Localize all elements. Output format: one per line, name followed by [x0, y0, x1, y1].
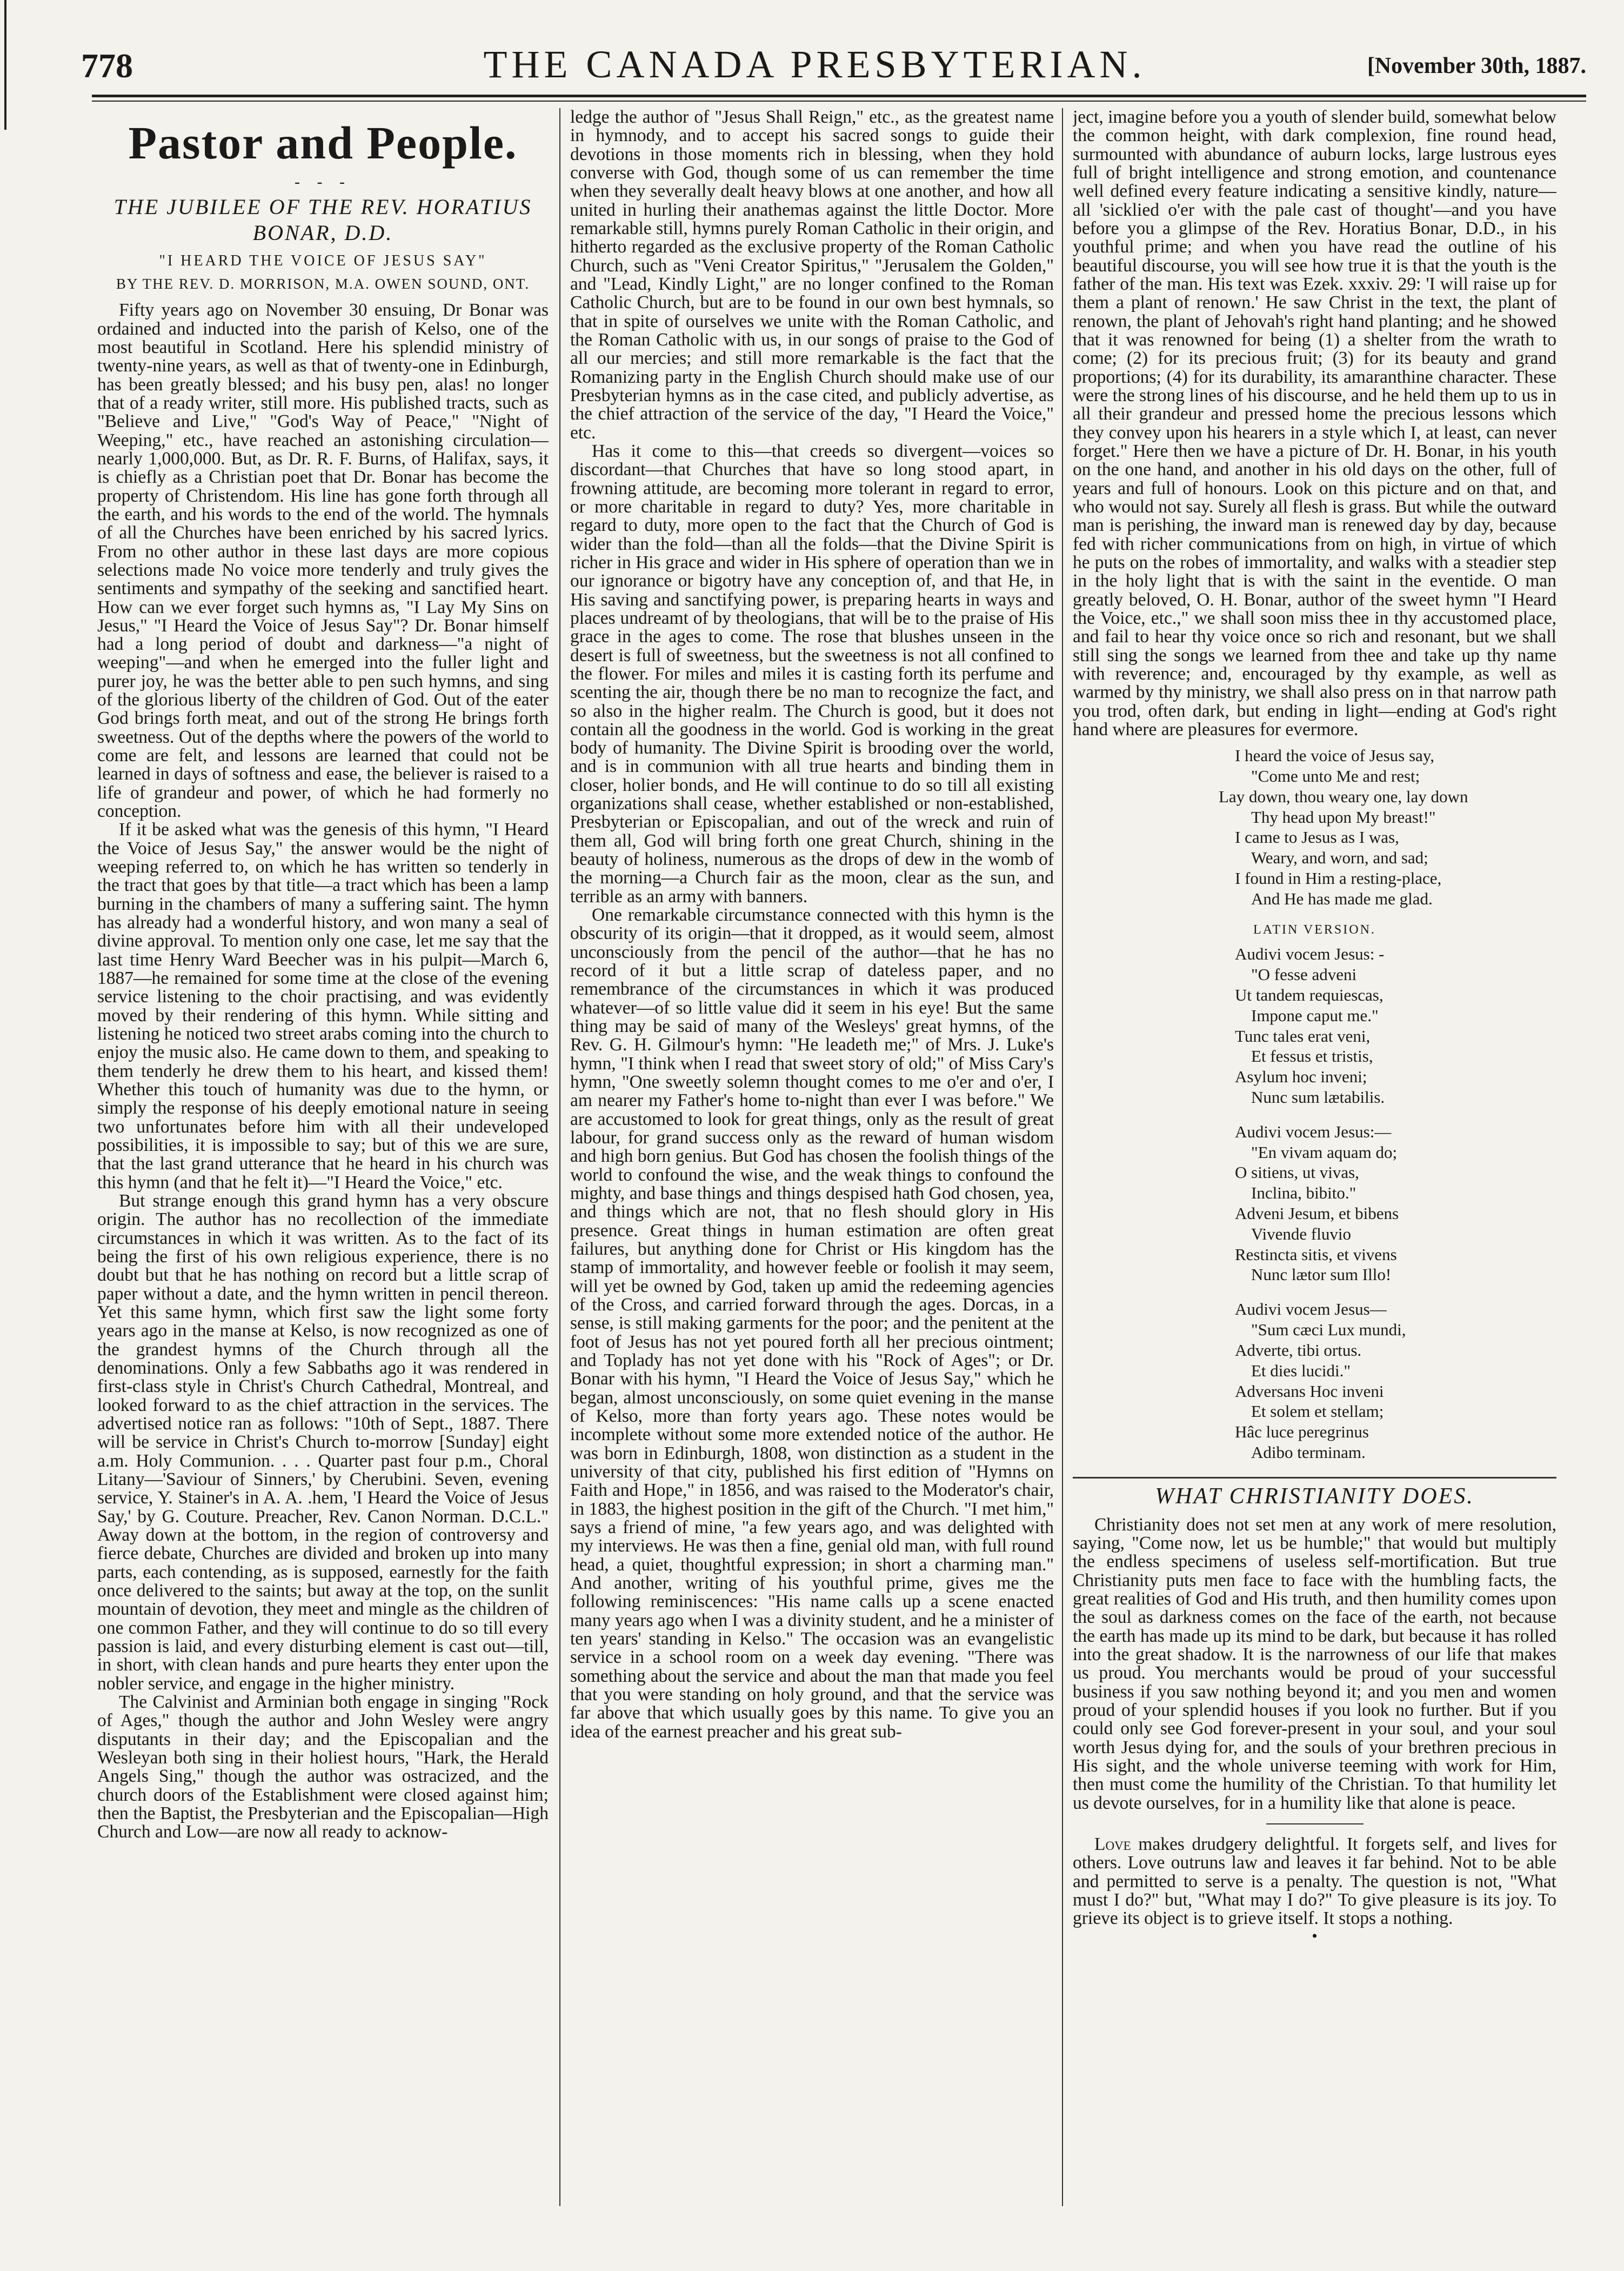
- column-3: [1073, 108, 1556, 2212]
- hymn-english: [1073, 745, 1556, 909]
- header-rule-thin: [92, 101, 1586, 102]
- verse-line: "En vivam aquam do;: [1251, 1142, 1398, 1162]
- verse-line: Lay down, thou weary one, lay down: [1219, 787, 1468, 806]
- latin-version-heading: LATIN VERSION.: [1253, 922, 1376, 937]
- verse-line: I came to Jesus as I was,: [1235, 828, 1399, 847]
- header-rule: [92, 95, 1586, 97]
- verse-line: Ut tandem requiescas,: [1235, 985, 1384, 1004]
- verse-line: Audivi vocem Jesus—: [1235, 1300, 1387, 1319]
- verse-line: And He has made me glad.: [1251, 889, 1433, 908]
- paragraph: Fifty years ago on November 30 ensuing, Dr Bonar was ordained and inducted into the parish of Kelso, one of the most beautiful in Scotland. Here his splendid ministry of twenty-nine years, as well as that of twenty-one in Edinburgh, has been greatly blessed; and his busy pen, alas! no longer that of a ready writer, still more. His published tracts, such as "Believe and Live," "God's Way of Peace," "Night of Weeping," etc., have reached an astonishing circulation—nearly 1,000,000. But, as Dr. R. F. Burns, of Halifax, says, it is chiefly as a Christian poet that Dr. Bonar has become the property of Christendom. His line has gone forth through all the earth, and his words to the end of the world. The hymnals of all the Churches have been enriched by his sacred lyrics. From no other author in these last days are more copious selections made No voice more tenderly and truly gives the sentiments and sympathy of the seeking and sanctified heart. How can we ever forget such hymns as, "I Lay My Sins on Jesus," "I Heard the Voice of Jesus Say"? Dr. Bonar himself had a long period of doubt and darkness—"a night of weeping"—and when he emerged into the fuller light and purer joy, he was the better able to pen such hymns, and sing of the glorious liberty of the children of God. Out of the eater God brings forth meat, and out of the strong He brings forth sweetness. Out of the depths where the powers of the world to come are felt, and lessons are learned that could not be learned in days of softness and ease, the believer is raised to a life of grandeur and power, of which he had formerly no conception.: [97, 300, 549, 822]
- page-number: 778: [81, 46, 133, 85]
- paragraph: If it be asked what was the genesis of this hymn, "I Heard the Voice of Jesus Say," the answer would be the night of weeping referred to, on which he has written so tenderly in the tract that goes by that title—a tract which has been a lamp burning in the chambers of many a suffering saint. The hymn has already had a wonderful history, and won many a seal of divine approval. To mention only one case, let me say that the last time Henry Ward Beecher was in his pulpit—March 6, 1887—he remained for some time at the close of the evening service listening to the choir practising, and was evidently moved by their rendering of this hymn. While sitting and listening he noticed two street arabs coming into the church to enjoy the music also. He came down to them, and speaking to them tenderly he drew them to his heart, and kissed them! Whether this touch of humanity was due to the hymn, or simply the response of his deeply emotional nature in seeing two unfortunates before him with all their undeveloped possibilities, it is impossible to say; but of this we are sure, that the last grand utterance that he heard in his church was this hymn (and that he felt it)—"I Heard the Voice," etc.: [97, 820, 549, 1193]
- issue-date: [November 30th, 1887.: [1367, 54, 1586, 78]
- paragraph-text: makes drudgery delightful. It forgets self, and lives for others. Love outruns law and leaves it far behind. Not to be able and permitted to serve is a penalty. The question is not, "What must I do?" but, "What may I do?" To give pleasure is its joy. To grieve its object is to grieve itself. It stops a nothing.: [1073, 1834, 1556, 1929]
- verse-line: Et dies lucidi.": [1251, 1361, 1351, 1380]
- verse-line: Inclina, bibito.": [1251, 1183, 1356, 1203]
- paragraph: ject, imagine before you a youth of slender build, somewhat below the common height, with dark complexion, fine round head, surmounted with abundance of auburn locks, large lustrous eyes full of bright intelligence and strong emotion, and countenance well defined every feature indicating a sensitive kindly, nature—all 'sicklied o'er with the pale cast of thought'—and you have before you a glimpse of the Rev. Horatius Bonar, D.D., in his youthful prime; and when you have read the outline of his beautiful discourse, you will see how true it is that the youth is the father of the man. His text was Ezek. xxxiv. 29: 'I will raise up for them a plant of renown.' He saw Christ in the text, the plant of renown, the plant of Jehovah's right hand planting; and he showed that it was renowned for being (1) a shelter from the wrath to come; (2) for its precious fruit; (3) for its beauty and grand proportions; (4) for its durability, its amaranthine character. These were the strong lines of his discourse, and he held them up to us in all their grandeur and pressed home the precious lessons which they convey upon his hearers in a style which I, at least, can never forget." Here then we have a picture of Dr. H. Bonar, in his youth on the one hand, and another in his old days on the other, full of years and full of honours. Look on this picture and on that, and who would not say. Surely all flesh is grass. But while the outward man is perishing, the inward man is renewed day by day, because fed with richer communications from on high, in virtue of which he puts on the robes of immortality, and walks with a steadier step in the holy light that is with the saint in the eventide. O man greatly beloved, O. H. Bonar, author of the sweet hymn "I Heard the Voice, etc.," we shall soon miss thee in thy accustomed place, and fail to hear thy voice once so rich and resonant, but we shall still sing the songs we learned from thee and take up thy name with reverence; and, encouraged by thy example, as well as warmed by thy ministry, we shall also press on in that narrow path you trod, often dark, but ending in light—ending at God's right hand where are pleasures for evermore.: [1073, 108, 1556, 740]
- verse-line: I heard the voice of Jesus say,: [1235, 746, 1435, 765]
- verse-line: Impone caput me.": [1251, 1005, 1379, 1025]
- verse-line: Weary, and worn, and sad;: [1251, 848, 1428, 868]
- verse-line: Adibo terminam.: [1251, 1442, 1366, 1462]
- hymn-latin: [1073, 944, 1556, 1463]
- verse-line: Asylum hoc inveni;: [1235, 1067, 1367, 1087]
- paragraph: One remarkable circumstance connected with this hymn is the obscurity of its origin—that it dropped, as it would seem, almost unconsciously from the pencil of the author—that he has no record of it but a little scrap of dateless paper, and no remembrance of the circumstances in which it was produced whatever—of so little value did it seem in his eye! But the same thing may be said of many of the Wesleys' great hymns, of the Rev. G. H. Gilmour's hymn: "He leadeth me;" of Mrs. J. Luke's hymn, "I think when I read that sweet story of old;" of Miss Cary's hymn, "One sweetly solemn thought comes to me o'er and o'er, I am nearer my Father's home to-night than ever I was before." We are accustomed to look for great things, only as the result of great labour, for grand success only as the reward of human wisdom and high born genius. But God has chosen the foolish things of the world to confound the wise, and the weak things to confound the mighty, and base things and things despised hath God chosen, yea, and things which are not, that no flesh should glory in His presence. Great things in human estimation are often great failures, but anything done for Christ or His kingdom has the stamp of immortality, and however feeble or foolish it may seem, will yet be owned by God, taken up amid the redeeming agencies of the Cross, and carried forward through the ages. Dorcas, in a sense, is still making garments for the poor; and the penitent at the foot of Jesus has not yet poured forth all her precious ointment; and Toplady has not yet done with his "Rock of Ages"; or Dr. Bonar with his hymn, "I Heard the Voice of Jesus Say," which he began, almost unconsciously, on some quiet evening in the manse of Kelso, more than forty years ago. These notes would be incomplete without some more extended notice of the author. He was born in Edinburgh, 1808, won distinction as a student in the university of that city, published his first edition of "Hymns on Faith and Hope," in 1856, and was raised to the Moderator's chair, in 1883, the highest position in the gift of the Church. "I met him," says a friend of mine, "a few years ago, and was delighted with my interviews. He was then a fine, genial old man, with full round head, a quiet, thoughtful expression; in short a charming man." And another, writing of his youthful prime, gives me the following reminiscences: "His name calls up a scene enacted many years ago when I was a divinity student, and he a minister of ten years' standing in Kelso." The occasion was an evangelistic service in a school room on a week day evening. "There was something about the service and about the man that made you feel that you were standing on holy ground, and that the service was far above that which usually goes by this name. To give you an idea of the earnest preacher and his great sub-: [570, 905, 1054, 1742]
- paragraph: ledge the author of "Jesus Shall Reign," etc., as the greatest name in hymnody, and to accept his sacred songs to guide their devotions in those moments rich in blessing, when they hold converse with God, though some of us can remember the time when they severally dealt heavy blows at one another, and how all united in hurling their anathemas against the little Doctor. More remarkable still, hymns purely Roman Catholic in their origin, and hitherto regarded as the exclusive property of the Roman Catholic Church, such as "Veni Creator Spiritus," "Jerusalem the Golden," and "Lead, Kindly Light," are no longer confined to the Roman Catholic Church, but are to be found in our own best hymnals, so that in spite of ourselves we unite with the Roman Catholic, and the Roman Catholic with us, in our songs of praise to the God of all our mercies; and still more remarkable is the fact that the Romanizing party in the English Church should make use of our Presbyterian hymns as in the case cited, and publicly advertise, as the chief attraction of the service of the day, "I Heard the Voice," etc.: [570, 108, 1054, 443]
- short-divider: [1266, 1823, 1364, 1824]
- paragraph: The Calvinist and Arminian both engage in singing "Rock of Ages," though the author and John Wesley were angry disputants in their day; and the Episcopalian and the Wesleyan both sing in their holiest hours, "Hark, the Herald Angels Sing," though the author was ostracized, and the church doors of the Establishment were closed against him; then the Baptist, the Presbyterian and the Episcopalian—High Church and Low—are now all ready to acknow-: [97, 1691, 549, 1842]
- stanza: [1073, 1122, 1556, 1286]
- lead-word: Love: [1094, 1834, 1131, 1855]
- stanza: [1073, 745, 1556, 909]
- verse-line: I found in Him a resting-place,: [1235, 869, 1442, 888]
- stanza: [1073, 944, 1556, 1108]
- verse-line: Adveni Jesum, et bibens: [1235, 1204, 1399, 1223]
- verse-line: Tunc tales erat veni,: [1235, 1026, 1371, 1045]
- paragraph: [1073, 1835, 1556, 1928]
- verse-line: Adverte, tibi ortus.: [1235, 1340, 1362, 1360]
- paragraph: Christianity does not set men at any work of mere resolution, saying, "Come now, let us be humble;" that would but multiply the endless specimens of useless self-mortification. But true Christianity puts men face to face with the humbling facts, the great realities of God and His truth, and then humility comes upon the soul as darkness comes on the face of the earth, not because the earth has made up its mind to be dark, but because it has rolled into the great shadow. It is the narrowness of our life that makes us proud. You merchants would be proud of your successful business if you saw nothing beyond it; and you men and women proud of your splendid houses if you look no further. But if you could only see God forever-present in your soul, and your soul worth Jesus dying for, and the souls of your brethren precious in His sight, and the whole universe teeming with work for Him, then must come the humility of the Christian. To that humility let us devote ourselves, for in a humility like that alone is peace.: [1073, 1514, 1556, 1813]
- paragraph: Has it come to this—that creeds so divergent—voices so discordant—that Churches that have so long stood apart, in frowning attitude, are becoming more tolerant in regard to error, or more charitable in regard to duty? Yes, more charitable in regard to duty, more open to the fact that the Church of God is wider than the fold—than all the folds—that the Divine Spirit is richer in His grace and wider in His sphere of operation than we in our ignorance or bigotry have any conception of, and that He, in His saving and sanctifying power, is preparing hearts in ways and places undreamt of by theologians, that will be to the praise of His grace in the ages to come. The rose that blushes unseen in the desert is full of sweetness, but the sweetness is not all confined to the flower. For miles and miles it is casting forth its perfume and scenting the air, though there be no man to recognize the fact, and so also in the higher realm. The Church is good, but it does not contain all the goodness in the world. God is working in the great body of humanity. The Divine Spirit is brooding over the world, and is in communion with all true hearts and binding them in closer, holier bonds, and He will continue to do so till all existing organizations shall cease, whether established or non-established, Presbyterian or Episcopalian, and out of the wreck and ruin of them all, God will bring forth one great Church, shining in the beauty of holiness, numerous as the drops of dew in the womb of the morning—a Church fair as the moon, clear as the sun, and terrible as an army with banners.: [570, 441, 1054, 907]
- verse-line: Hâc luce peregrinus: [1235, 1422, 1369, 1442]
- section-dashes: - - -: [295, 173, 351, 191]
- column-1: [97, 108, 549, 2212]
- verse-line: Adversans Hoc inveni: [1235, 1381, 1384, 1401]
- verse-line: "O fesse adveni: [1251, 965, 1357, 984]
- article2-title: WHAT CHRISTIANITY DOES.: [1155, 1483, 1474, 1509]
- paragraph: But strange enough this grand hymn has a very obscure origin. The author has no recollection of the immediate circumstances in which it was written. As to the fact of its being the first of his own religious experience, there is no doubt but that he has nothing on record but a little scrap of paper without a date, and the hymn written in pencil thereon. Yet this same hymn, which first saw the light some forty years ago in the manse at Kelso, is now recognized as one of the grandest hymns of the Church through all the denominations. Only a few Sabbaths ago it was rendered in first-class style in Christ's Church Cathedral, Montreal, and looked forward to as the chief attraction in the services. The advertised notice ran as follows: "10th of Sept., 1887. There will be service in Christ's Church to-morrow [Sunday] eight a.m. Holy Communion. . . . Quarter past four p.m., Choral Litany—'Saviour of Sinners,' by Cherubini. Seven, evening service, Y. Stainer's in A. A. .hem, 'I Heard the Voice of Jesus Say,' by G. Couture. Preacher, Rev. Canon Norman. D.C.L." Away down at the bottom, in the region of controversy and fierce debate, Churches are divided and broken up into many parts, each contending, as is supposed, earnestly for the faith once delivered to the saints; but away at the top, on the sunlit mountain of devotion, they meet and mingle as the children of one common Father, and they will continue to do so till every passion is laid, and every disturbing element is cast out—till, in short, with clean hands and pure hearts they enter upon the nobler service, and engage in the higher ministry.: [97, 1191, 549, 1694]
- verse-line: Nunc sum lætabilis.: [1251, 1087, 1385, 1107]
- verse-line: Et fessus et tristis,: [1251, 1047, 1373, 1066]
- verse-line: Restincta sitis, et vivens: [1235, 1244, 1397, 1264]
- column-rule-1: [559, 108, 560, 2206]
- article-subtitle: "I HEARD THE VOICE OF JESUS SAY": [159, 252, 487, 269]
- column-rule-2: [1062, 108, 1063, 2206]
- verse-line: Audivi vocem Jesus:—: [1235, 1122, 1392, 1141]
- verse-line: Nunc lætor sum Illo!: [1251, 1265, 1392, 1284]
- section-title: Pastor and People.: [128, 117, 518, 169]
- article-byline: BY THE REV. D. MORRISON, M.A. OWEN SOUND, ONT.: [116, 275, 530, 292]
- verse-line: Et solem et stellam;: [1251, 1402, 1384, 1421]
- verse-line: O sitiens, ut vivas,: [1235, 1163, 1359, 1182]
- verse-line: Audivi vocem Jesus: -: [1235, 944, 1385, 964]
- verse-line: Thy head upon My breast!": [1251, 807, 1436, 827]
- stanza: [1073, 1299, 1556, 1463]
- column-2: [570, 108, 1054, 2212]
- running-head: [43, 27, 1586, 86]
- verse-line: Vivende fluvio: [1251, 1224, 1351, 1243]
- verse-line: "Come unto Me and rest;: [1251, 766, 1420, 785]
- end-mark: •: [1312, 1927, 1318, 1945]
- article-title: THE JUBILEE OF THE REV. HORATIUS BONAR, D.D.: [113, 194, 532, 245]
- article-divider: [1073, 1477, 1556, 1479]
- margin-rule: [4, 0, 6, 130]
- publication-title: THE CANADA PRESBYTERIAN.: [483, 43, 1146, 86]
- verse-line: "Sum cæci Lux mundi,: [1251, 1320, 1406, 1340]
